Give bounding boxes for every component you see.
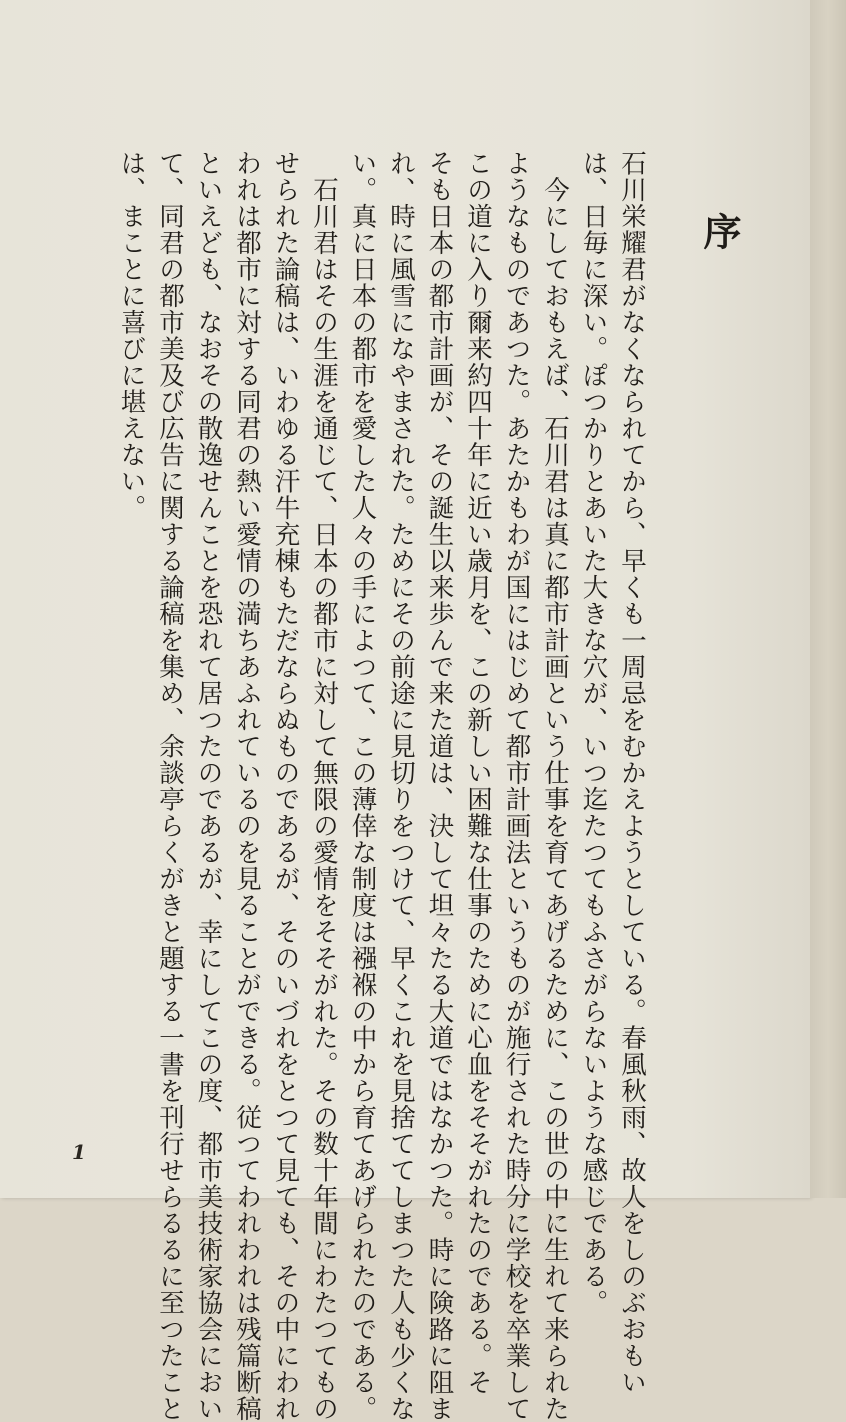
- page-title: 序: [697, 212, 742, 250]
- body-text: 石川栄耀君がなくなられてから、早くも一周忌をむかえようとしている。春風秋雨、故人をしのぶおもい は、日毎に深い。ぽつかりとあいた大きな穴が、いつ迄たつてもふさがらないような感じである。 今にしておもえば、石川君は真に都市計画という仕事を育てあげるために、この世の中に生れて来られた ようなものであつた。あたかもわが国にはじめて都市計画法というものが施行された時分に学校を卒業して この道に入り爾来約四十年に近い歳月を、この新しい困難な仕事のために心血をそそがれたのである。そ そも日本の都市計画が、その誕生以来歩んで来た道は、決して坦々たる大道ではなかつた。時に険路に阻ま れ、時に風雪になやまされた。ためにその前途に見切りをつけて、早くこれを見捨ててしまつた人も少くな い。真に日本の都市を愛した人々の手によつて、この薄倖な制度は襁褓の中から育てあげられたのである。 石川君はその生涯を通じて、日本の都市に対して無限の愛情をそそがれた。その数十年間にわたつてもの せられた論稿は、いわゆる汗牛充棟もただならぬものであるが、そのいづれをとつて見ても、その中にわれ われは都市に対する同君の熱い愛情の満ちあふれているのを見ることができる。従つてわれわれは残篇断稿 といえども、なおその散逸せんことを恐れて居つたのであるが、幸にしてこの度、都市美技術家協会におい て、同君の都市美及び広告に関する論稿を集め、余談亭らくがきと題する一書を刊行せらるるに至つたこと は、まことに喜びに堪えない。: [116, 150, 647, 1422]
- page-edge: [810, 0, 846, 1198]
- page-number: 1: [72, 1140, 86, 1164]
